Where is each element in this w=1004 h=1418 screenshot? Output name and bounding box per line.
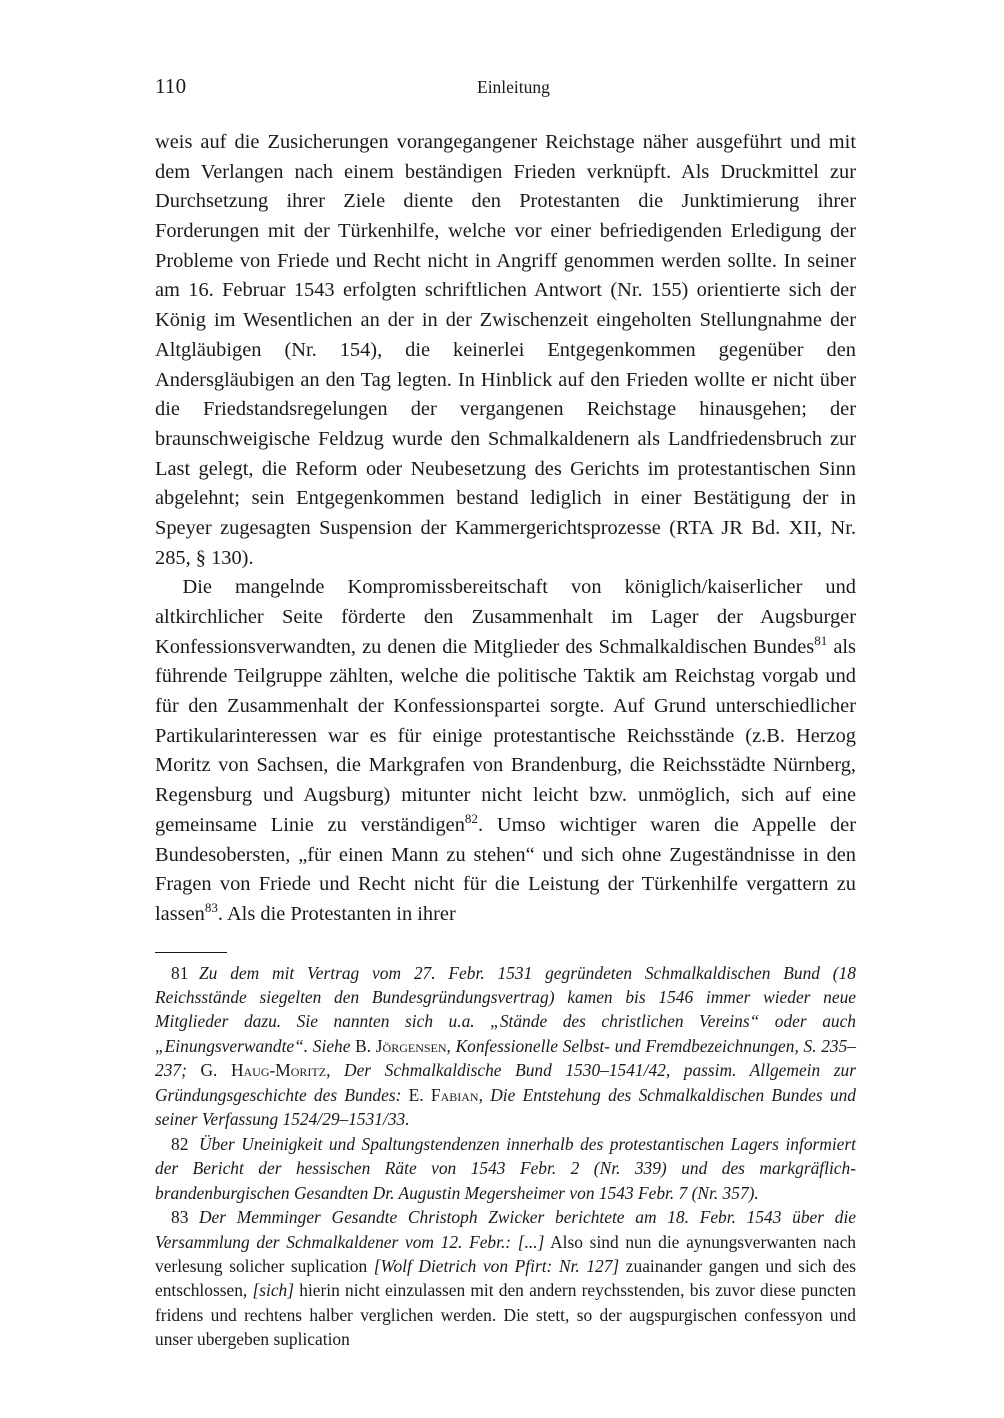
body-text (155, 128, 856, 930)
footnote-81-seg-5: G. (186, 1060, 231, 1081)
footnote-81-seg-2: B. (350, 1035, 376, 1056)
footnote-83-seg-1: Der Memminger Gesandte Christoph Zwicker berichtete am 18. Febr. 1543 über die Versammlung der Schmalkaldener vom 12. Febr.: [...] (155, 1207, 856, 1252)
paragraph-2-part-d: . Als die Protestanten in ihrer (217, 902, 456, 925)
footnote-separator-rule (155, 952, 227, 953)
page-number: 110 (155, 74, 187, 98)
footnote-83-seg-6: hierin nicht einzulassen mit den andern reychsstenden, bis zuvor diese puncten fridens und rechtens halber verglichen werden. Die stett, so der augspurgischen confessyon und unser ubergeben suplication (155, 1280, 856, 1350)
footnote-81-author-2: Haug-Moritz (230, 1060, 327, 1081)
footnote-83 (155, 1205, 856, 1352)
paragraph-2 (155, 573, 856, 929)
footnote-81-seg-10: , Die Entstehung des Schmalkaldischen Bundes und seiner Verfassung 1524/29–1531/33. (155, 1084, 856, 1130)
footnote-81-author-1: Jörgensen (375, 1035, 447, 1056)
footnote-83-seg-4: zuainander gangen und sich des entschlossen, (155, 1256, 856, 1301)
footnote-81-author-3: Fabian (430, 1084, 479, 1105)
paragraph-2-part-b: als führende Teilgruppe zählten, welche die politische Taktik am Reichstag vorgab und für den Zusammenhalt der Konfessionspartei sorgte. Auf Grund unterschiedlicher Partikularinteressen war es für einige protestantische Reichsstände (z.B. Herzog Moritz von Sachsen, die Markgrafen von Brandenburg, die Reichsstädte Nürnberg, Regensburg und Augsburg) mitunter nicht leicht bzw. unmöglich, sich auf eine gemeinsame Linie zu verständigen (155, 635, 856, 836)
footnote-81 (155, 961, 856, 1132)
paragraph-2-part-c: . Umso wichtiger waren die Appelle der Bundesobersten, „für einen Mann zu stehen“ und sich ohne Zugeständnisse in den Fragen von Friede und Recht nicht für die Leistung der Türkenhilfe vergattern zu lassen (155, 813, 856, 925)
footnote-83-seg-5: [sich] (252, 1280, 295, 1301)
footnote-81-number: 81 (171, 962, 189, 983)
footnote-81-seg-1: Zu dem mit Vertrag vom 27. Febr. 1531 gegründeten Schmalkaldischen Bund (18 Reichsstände siegelten den Bundesgründungsvertrag) kamen bis 1546 immer wieder neue Mitglieder dazu. Sie nannten sich u.a. „Stände des christlichen Vereins“ oder auch „Einungsverwandte“. Siehe (155, 962, 856, 1056)
paragraph-2-part-a: Die mangelnde Kompromissbereitschaft von königlich/kaiserlicher und altkirchlicher Seite förderte den Zusammenhalt im Lager der Augsburger Konfessionsverwandten, zu denen die Mitglieder des Schmalkaldischen Bundes (155, 576, 856, 658)
footnote-83-seg-3: [Wolf Dietrich von Pfirt: Nr. 127] (373, 1256, 620, 1276)
footnote-82-seg-1: Über Uneinigkeit und Spaltungstendenzen innerhalb des protestantischen Lagers informiert der Bericht der hessischen Räte von 1543 Febr. 2 (Nr. 339) und des markgräflich-brandenburgischen Gesandten Dr. Augustin Megersheimer von 1543 Febr. 7 (Nr. 357). (155, 1133, 856, 1203)
footnote-ref-81[interactable]: 81 (814, 632, 828, 648)
footnote-81-seg-8: E. (401, 1084, 431, 1105)
footnote-ref-83[interactable]: 83 (204, 900, 218, 916)
footnote-81-seg-4: , Konfessionelle Selbst- und Fremdbezeichnungen, S. 235–237; (155, 1035, 856, 1081)
running-head-title: Einleitung (477, 77, 550, 97)
footnote-83-number: 83 (171, 1207, 189, 1228)
footnote-82 (155, 1132, 856, 1205)
footnote-81-seg-7: , Der Schmalkaldische Bund 1530–1541/42, passim. Allgemein zur Gründungsgeschichte des Bundes: (155, 1060, 856, 1105)
footnote-83-seg-2: Also sind nun die aynungsverwanten nach verlesung solicher suplication (155, 1231, 856, 1276)
footnote-ref-82[interactable]: 82 (464, 811, 478, 827)
footnote-82-number: 82 (171, 1133, 189, 1154)
running-head (155, 74, 856, 104)
paragraph-1: weis auf die Zusicherungen vorangegangener Reichstage näher ausgeführt und mit dem Verlangen nach einem beständigen Frieden verknüpft. Als Druckmittel zur Durchsetzung ihrer Ziele diente den Protestanten die Junktimierung ihrer Forderungen mit der Türkenhilfe, welche vor einer befriedigenden Erledigung der Probleme von Friede und Recht nicht in Angriff genommen werden sollte. In seiner am 16. Februar 1543 erfolgten schriftlichen Antwort (Nr. 155) orientierte sich der König im Wesentlichen an der in der Zwischenzeit eingeholten Stellungnahme der Altgläubigen (Nr. 154), die keinerlei Entgegenkommen gegenüber den Andersgläubigen an den Tag legten. In Hinblick auf den Frieden wollte er nicht über die Friedstandsregelungen der vergangenen Reichstage hinausgehen; der braunschweigische Feldzug wurde den Schmalkaldenern als Landfriedensbruch zur Last gelegt, die Reform oder Neubesetzung des Gerichts im protestantischen Sinn abgelehnt; sein Entgegenkommen bestand lediglich in einer Bestätigung der in Speyer zugesagten Suspension der Kammergerichtsprozesse (RTA JR Bd. XII, Nr. 285, § 130). (155, 131, 856, 569)
footnotes-section (155, 961, 856, 1352)
